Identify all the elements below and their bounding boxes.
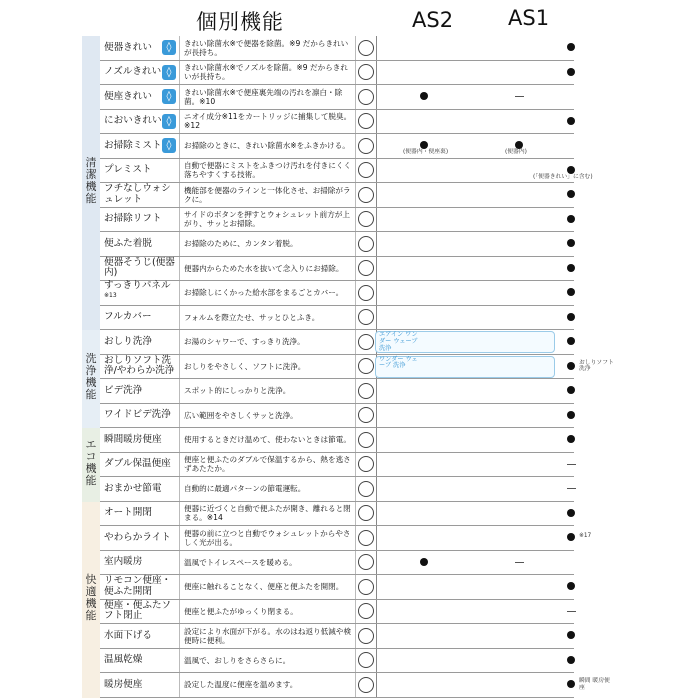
feature-description: お湯のシャワーで、すっきり洗浄。	[180, 330, 356, 354]
table-row	[100, 306, 574, 331]
feature-illustration-cell	[356, 232, 377, 256]
toilet-illustration-icon	[358, 64, 374, 80]
feature-illustration-cell	[356, 134, 377, 158]
as2-dot	[420, 141, 428, 149]
toilet-illustration-icon	[358, 334, 374, 350]
availability-cell	[377, 477, 574, 501]
feature-illustration-cell	[356, 575, 377, 599]
availability-cell	[377, 61, 574, 85]
table-row	[100, 85, 574, 110]
feature-description: サイドのボタンを押すとウォシュレット前方が上がり、サッとお掃除。	[180, 208, 356, 232]
feature-illustration-cell	[356, 624, 377, 648]
toilet-illustration-icon	[358, 383, 374, 399]
feature-name-cell	[100, 575, 180, 599]
feature-illustration-cell	[356, 379, 377, 403]
availability-cell	[377, 36, 574, 60]
feature-description: ニオイ成分※11をカートリッジに捕集して脱臭。※12	[180, 110, 356, 134]
toilet-illustration-icon	[358, 113, 374, 129]
feature-description: 自動的に最適パターンの節電運転。	[180, 477, 356, 501]
availability-cell	[377, 183, 574, 207]
feature-name: 温風乾燥	[104, 654, 143, 665]
toilet-illustration-icon	[358, 554, 374, 570]
feature-illustration-cell	[356, 281, 377, 305]
table-row	[100, 673, 610, 698]
toilet-illustration-icon	[358, 285, 374, 301]
availability-cell	[377, 110, 574, 134]
feature-name: お掃除ミスト	[104, 139, 162, 151]
both-models-dot	[567, 386, 575, 394]
feature-description: 便器内からためた水を抜いて念入りにお掃除。	[180, 257, 356, 281]
toilet-illustration-icon	[358, 579, 374, 595]
feature-description: 便座と便ふたのダブルで保温するから、熱を逃さずあたたか。	[180, 453, 356, 477]
table-row	[100, 183, 574, 208]
both-models-dot	[567, 680, 575, 688]
both-models-dot	[567, 435, 575, 443]
feature-description: お掃除しにくかった給水部をまるごとカバー。	[180, 281, 356, 305]
as2-dot	[420, 92, 428, 100]
water-drop-icon: ◊	[162, 65, 176, 80]
feature-illustration-cell	[356, 453, 377, 477]
both-models-dot	[567, 239, 575, 247]
availability-cell	[377, 281, 574, 305]
availability-cell	[377, 355, 614, 379]
feature-description: 広い範囲をやさしくサッと洗浄。	[180, 404, 356, 428]
both-models-dot	[567, 337, 575, 345]
as1-dash	[515, 96, 524, 97]
feature-name-cell	[100, 600, 180, 624]
both-models-dot	[567, 631, 575, 639]
feature-illustration-cell	[356, 208, 377, 232]
feature-group	[82, 428, 574, 502]
both-models-note: (「便器きれい」に含む)	[533, 173, 593, 180]
both-models-dot	[567, 264, 575, 272]
toilet-illustration-icon	[358, 40, 374, 56]
feature-description: 温風でトイレスペースを暖める。	[180, 551, 356, 575]
availability-cell	[377, 502, 574, 526]
feature-name: プレミスト	[104, 164, 152, 175]
header-col-as1: AS1	[508, 6, 550, 30]
feature-name: 暖房便座	[104, 678, 143, 690]
feature-illustration-cell	[356, 551, 377, 575]
feature-name-cell	[100, 379, 180, 403]
availability-cell	[377, 85, 574, 109]
both-models-dot	[567, 411, 575, 419]
toilet-illustration-icon	[358, 236, 374, 252]
feature-name-cell	[100, 110, 180, 134]
feature-illustration-cell	[356, 85, 377, 109]
availability-cell	[377, 624, 574, 648]
availability-cell	[377, 428, 574, 452]
table-row	[100, 281, 574, 306]
as2-wash-name: ワンダー ウェーブ 洗浄	[379, 355, 418, 370]
feature-name: フルカバー	[104, 311, 152, 322]
feature-description: 設定により水面が下がる。水のはね返り低減や検便時に便利。	[180, 624, 356, 648]
availability-cell	[377, 551, 574, 575]
table-row	[100, 600, 574, 625]
water-drop-icon: ◊	[162, 89, 176, 104]
feature-description: 自動で便器にミストをふきつけ汚れを付きにくく落ちやすくする技術。	[180, 159, 356, 183]
feature-name-cell	[100, 330, 180, 354]
feature-name: 便ふた着脱	[104, 237, 152, 249]
as2-wash-name: エアイン ワンダー ウェーブ洗浄	[379, 331, 418, 352]
feature-description: きれい除菌水※で便器を除菌。※9 だからきれいが長持ち。	[180, 36, 356, 60]
table-row	[100, 330, 574, 355]
availability-cell	[377, 404, 574, 428]
as1-note: (便器内)	[505, 149, 527, 155]
feature-illustration-cell	[356, 673, 377, 697]
group-side-band	[82, 502, 100, 698]
feature-name: すっきりパネル	[104, 279, 171, 291]
availability-cell	[377, 600, 574, 624]
both-models-dot	[567, 68, 575, 76]
feature-group	[82, 330, 614, 428]
feature-name-cell	[100, 502, 180, 526]
group-label: エコ機能	[85, 437, 97, 487]
table-row	[100, 354, 614, 380]
table-row	[100, 134, 574, 159]
both-models-dot	[567, 509, 575, 517]
feature-name-cell	[100, 477, 180, 501]
group-side-band	[82, 36, 100, 330]
feature-description: 便器の前に立つと自動でウォシュレットからやさしく光が出る。	[180, 526, 356, 550]
feature-description: フォルムを際立たせ、サッとひとふき。	[180, 306, 356, 330]
feature-description: 便座に触れることなく、便座と便ふたを開閉。	[180, 575, 356, 599]
both-models-dot	[567, 43, 575, 51]
availability-cell	[377, 649, 574, 673]
availability-cell	[377, 232, 574, 256]
feature-name: おしりソフト洗浄/やわらか洗浄	[104, 354, 175, 377]
feature-description: 設定した温度に便座を温めます。	[180, 673, 356, 697]
feature-name: 室内暖房	[104, 556, 143, 567]
both-models-dash	[567, 464, 576, 465]
feature-name: おまかせ節電	[104, 482, 162, 494]
toilet-illustration-icon	[358, 530, 374, 546]
feature-name-cell	[100, 526, 180, 550]
group-side-band	[82, 330, 100, 428]
group-side-band	[82, 428, 100, 502]
availability-cell	[377, 526, 592, 550]
toilet-illustration-icon	[358, 677, 374, 693]
both-models-dot	[567, 215, 575, 223]
table-row	[100, 379, 574, 404]
feature-name-cell	[100, 85, 180, 109]
availability-cell	[377, 453, 574, 477]
table-row	[100, 208, 574, 233]
feature-description: 使用するときだけ温めて、使わないときは節電。	[180, 428, 356, 452]
table-row	[100, 232, 574, 257]
feature-illustration-cell	[356, 257, 377, 281]
feature-description: スポット的にしっかりと洗浄。	[180, 379, 356, 403]
feature-group	[82, 36, 593, 330]
table-row	[100, 110, 574, 135]
both-models-dot	[567, 117, 575, 125]
feature-name: ワイドビデ洗浄	[104, 409, 171, 420]
group-label: 清潔機能	[85, 156, 97, 205]
feature-name-cell	[100, 183, 180, 207]
toilet-illustration-icon	[358, 505, 374, 521]
both-models-dash	[567, 611, 576, 612]
feature-description: お掃除のときに、きれい除菌水※をふきかける。	[180, 134, 356, 158]
feature-name-cell	[100, 281, 180, 305]
water-drop-icon: ◊	[162, 138, 176, 153]
feature-name-cell	[100, 36, 180, 60]
feature-name: 便器そうじ(便器内)	[104, 256, 175, 279]
availability-cell	[377, 159, 593, 183]
feature-name: においきれい	[104, 115, 162, 126]
feature-name-cell	[100, 624, 180, 648]
availability-cell	[377, 673, 610, 697]
toilet-illustration-icon	[358, 138, 374, 154]
both-models-note: ※17	[579, 533, 592, 539]
toilet-illustration-icon	[358, 456, 374, 472]
toilet-illustration-icon	[358, 162, 374, 178]
toilet-illustration-icon	[358, 432, 374, 448]
feature-name-cell	[100, 355, 180, 379]
feature-name: やわらかライト	[104, 531, 171, 543]
availability-cell	[377, 575, 574, 599]
feature-illustration-cell	[356, 330, 377, 354]
both-models-note: おしりソフト 洗浄	[579, 359, 614, 372]
feature-name: 瞬間暖房便座	[104, 433, 162, 445]
feature-name-cell	[100, 232, 180, 256]
feature-illustration-cell	[356, 649, 377, 673]
feature-illustration-cell	[356, 306, 377, 330]
group-label: 洗浄機能	[85, 352, 97, 401]
both-models-dot	[567, 533, 575, 541]
feature-illustration-cell	[356, 36, 377, 60]
feature-name: ノズルきれい	[104, 66, 162, 77]
availability-cell	[377, 257, 574, 281]
toilet-illustration-icon	[358, 187, 374, 203]
table-row	[100, 257, 574, 282]
both-models-dot	[567, 362, 575, 370]
toilet-illustration-icon	[358, 309, 374, 325]
table-row	[100, 575, 574, 600]
toilet-illustration-icon	[358, 260, 374, 276]
feature-name-cell	[100, 428, 180, 452]
feature-illustration-cell	[356, 159, 377, 183]
header-col-as2: AS2	[412, 8, 454, 32]
table-row	[100, 477, 574, 502]
toilet-illustration-icon	[358, 652, 374, 668]
feature-illustration-cell	[356, 355, 377, 379]
feature-name: 便器きれい	[104, 41, 152, 53]
feature-group	[82, 502, 610, 698]
feature-name: お掃除リフト	[104, 213, 162, 224]
feature-name: 便座・便ふたソフト閉止	[104, 599, 172, 622]
feature-name-cell	[100, 208, 180, 232]
feature-illustration-cell	[356, 477, 377, 501]
availability-cell	[377, 134, 574, 158]
table-row	[100, 159, 593, 184]
feature-illustration-cell	[356, 110, 377, 134]
feature-description: 機能部を便器のラインと一体化させ、お掃除がラクに。	[180, 183, 356, 207]
feature-illustration-cell	[356, 600, 377, 624]
table-row	[100, 404, 574, 429]
availability-cell	[377, 306, 574, 330]
availability-cell	[377, 208, 574, 232]
header	[0, 0, 700, 38]
feature-name-cell	[100, 551, 180, 575]
toilet-illustration-icon	[358, 481, 374, 497]
table-row	[100, 502, 574, 527]
both-models-dot	[567, 166, 575, 174]
table-row	[100, 526, 592, 551]
as1-dash	[515, 562, 524, 563]
feature-name: リモコン便座・便ふた開閉	[104, 575, 172, 597]
group-label: 快適機能	[85, 572, 97, 622]
toilet-illustration-icon	[358, 628, 374, 644]
feature-description: おしりをやさしく、ソフトに洗浄。	[180, 355, 356, 379]
as1-dot	[515, 141, 523, 149]
toilet-illustration-icon	[358, 211, 374, 227]
feature-description: お掃除のために、カンタン着脱。	[180, 232, 356, 256]
table-row	[100, 36, 574, 61]
feature-description: きれい除菌水※で便座裏先端の汚れを凛白・除菌。※10	[180, 85, 356, 109]
feature-name: おしり洗浄	[104, 335, 152, 347]
feature-name: 水面下げる	[104, 629, 152, 641]
both-models-dot	[567, 582, 575, 590]
toilet-illustration-icon	[358, 407, 374, 423]
table-row	[100, 551, 574, 576]
feature-name: ダブル保温便座	[104, 458, 171, 469]
feature-description: きれい除菌水※でノズルを除菌。※9 だからきれいが長持ち。	[180, 61, 356, 85]
feature-name-cell	[100, 257, 180, 281]
table-row	[100, 649, 574, 674]
feature-name-footnote: ※13	[104, 292, 117, 300]
feature-name-cell	[100, 61, 180, 85]
feature-table	[82, 36, 614, 698]
feature-name-cell	[100, 404, 180, 428]
both-models-note: 瞬間 暖房便座	[579, 678, 610, 691]
table-row	[100, 624, 574, 649]
feature-description: 便器に近づくと自動で便ふたが開き、離れると閉まる。※14	[180, 502, 356, 526]
header-title: 個別機能	[196, 10, 284, 34]
feature-name-cell	[100, 649, 180, 673]
toilet-illustration-icon	[358, 358, 374, 374]
feature-description: 便座と便ふたがゆっくり閉まる。	[180, 600, 356, 624]
both-models-dot	[567, 288, 575, 296]
feature-name-cell	[100, 673, 180, 697]
feature-illustration-cell	[356, 502, 377, 526]
feature-name: フチなしウォシュレット	[104, 183, 171, 205]
feature-illustration-cell	[356, 183, 377, 207]
availability-cell	[377, 330, 574, 354]
water-drop-icon: ◊	[162, 40, 176, 55]
feature-description: 温風で、おしりをさらさらに。	[180, 649, 356, 673]
both-models-dot	[567, 656, 575, 664]
as2-dot	[420, 558, 428, 566]
table-row	[100, 453, 574, 478]
availability-cell	[377, 379, 574, 403]
both-models-dot	[567, 190, 575, 198]
as2-note: (便器内・便座裏)	[403, 149, 449, 155]
feature-name-cell	[100, 134, 180, 158]
feature-illustration-cell	[356, 526, 377, 550]
feature-illustration-cell	[356, 61, 377, 85]
toilet-illustration-icon	[358, 89, 374, 105]
feature-illustration-cell	[356, 428, 377, 452]
feature-name-cell	[100, 453, 180, 477]
feature-illustration-cell	[356, 404, 377, 428]
water-drop-icon: ◊	[162, 114, 176, 129]
both-models-dot	[567, 313, 575, 321]
feature-name: ビデ洗浄	[104, 384, 143, 396]
table-row	[100, 61, 574, 86]
both-models-dash	[567, 488, 576, 489]
feature-name: オート開閉	[104, 507, 152, 518]
feature-name-cell	[100, 306, 180, 330]
table-row	[100, 428, 574, 453]
feature-name: 便座きれい	[104, 90, 152, 102]
feature-name-cell	[100, 159, 180, 183]
toilet-illustration-icon	[358, 603, 374, 619]
